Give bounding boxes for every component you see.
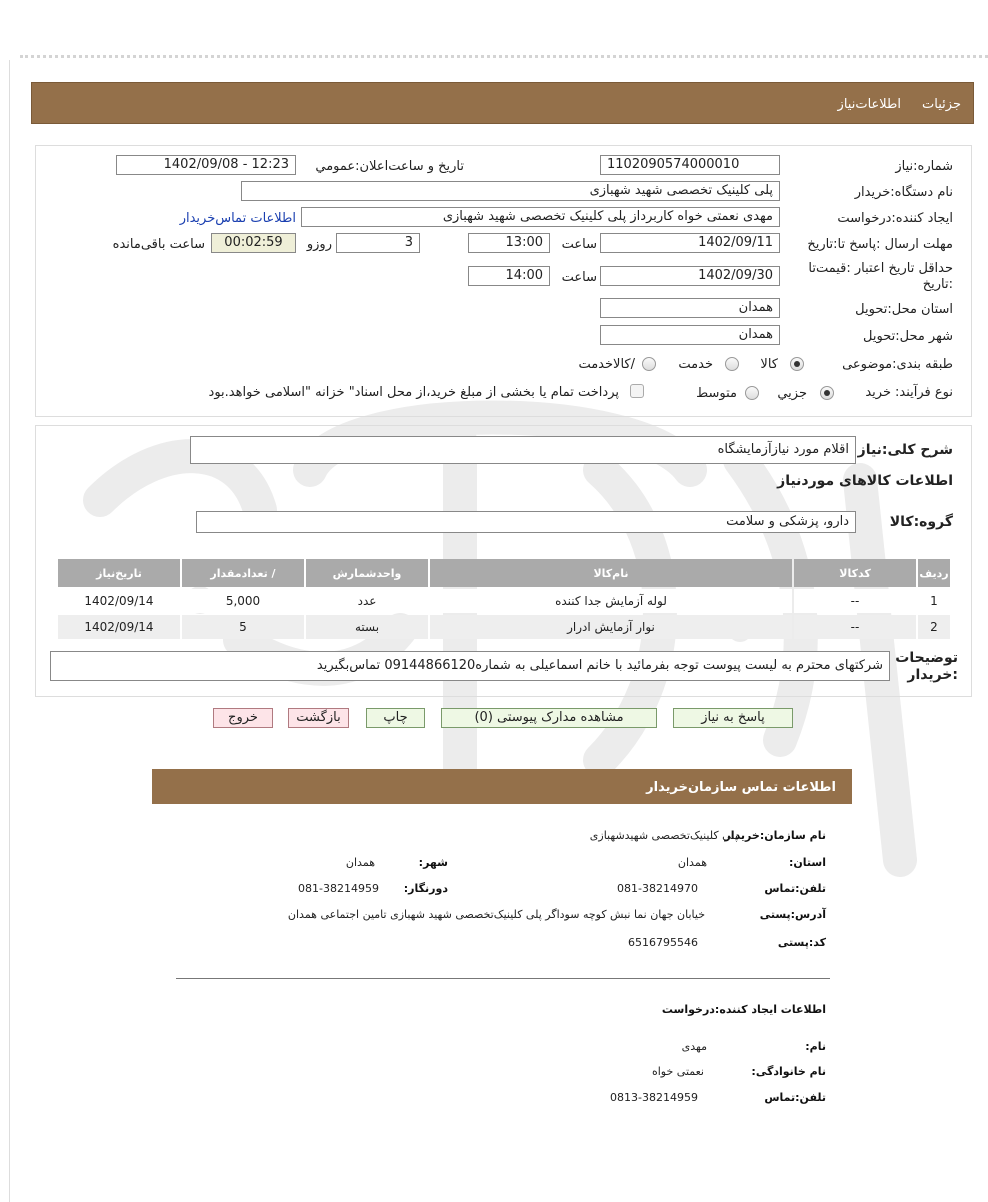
need-number-label: شماره:نیاز <box>895 159 953 174</box>
days-field: 3 <box>336 233 420 253</box>
process-medium-radio[interactable] <box>745 386 759 400</box>
cell-date: 1402/09/14 <box>58 589 180 613</box>
deadline-label: مهلت ارسال :پاسخ تا:تاریخ <box>807 237 953 252</box>
buyer-fax-label: دورنگار: <box>403 882 448 895</box>
category-service-radio[interactable] <box>725 357 739 371</box>
buyer-province-label: استان: <box>789 856 826 869</box>
process-partial-label: جزیي <box>777 386 807 401</box>
device-field: پلی کلینیک تخصصی شهید شهبازی <box>241 181 780 201</box>
creator-info-title: اطلاعات ایجاد کننده:درخواست <box>661 1003 826 1016</box>
cell-quantity: 5,000 <box>182 589 304 613</box>
cell-date: 1402/09/14 <box>58 615 180 639</box>
category-service-label: خدمت <box>678 357 713 372</box>
cell-name: لوله آزمایش جدا کننده <box>430 589 792 613</box>
details-header <box>31 82 974 124</box>
buyer-address-label: آدرس:پستی <box>759 908 826 921</box>
days-label: روزو <box>306 237 332 252</box>
creator-name-label: نام: <box>805 1040 826 1053</box>
validity-date-field: 1402/09/30 <box>600 266 780 286</box>
buyer-address-value: خیابان جهان نما نبش کوچه سوداگر پلی کلینیک‌تخصصی شهید شهبازی تامین اجتماعی همدان <box>287 908 705 921</box>
deadline-hour-label: ساعت <box>561 237 597 252</box>
creator-phone-label: تلفن:تماس <box>764 1091 826 1104</box>
cell-code: -- <box>794 615 916 639</box>
process-partial-radio[interactable] <box>820 386 834 400</box>
device-label: نام دستگاه:خریدار <box>854 185 953 200</box>
items-table <box>56 557 952 641</box>
col-name: نام‌کالا <box>430 559 792 587</box>
cell-name: نوار آزمایش ادرار <box>430 615 792 639</box>
buyer-divider <box>176 978 830 979</box>
exit-button[interactable]: خروج <box>213 708 273 728</box>
category-both-radio[interactable] <box>642 357 656 371</box>
org-label: نام سازمان:خریدار <box>724 829 826 842</box>
tab-details[interactable]: جزئیات <box>922 97 961 112</box>
need-number-field: 1102090574000010 <box>600 155 780 175</box>
summary-label: شرح کلی:نیاز <box>857 442 953 458</box>
process-medium-label: متوسط <box>696 386 737 401</box>
postal-code-label: کد:پستی <box>777 936 826 949</box>
creator-family-value: نعمتی خواه <box>651 1065 704 1078</box>
goods-info-title: اطلاعات کالاهای موردنیاز <box>777 473 953 489</box>
remaining-time-field: 00:02:59 <box>211 233 296 253</box>
process-buy-label: خرید <box>865 385 891 400</box>
category-both-label: /کالاخدمت <box>578 357 635 372</box>
tab-need-info[interactable]: اطلاعات‌نیاز <box>837 97 901 112</box>
category-goods-label: کالا <box>760 357 778 372</box>
print-button[interactable]: چاپ <box>366 708 425 728</box>
col-date: تاریخ‌نیاز <box>58 559 180 587</box>
province-label: استان محل:تحویل <box>855 302 953 317</box>
validity-label: حداقل تاریخ اعتبار :قیمت‌تا <box>808 261 953 276</box>
back-button[interactable]: بازگشت <box>288 708 349 728</box>
buyer-fax-value: 081-38214959 <box>298 882 379 895</box>
announce-label: تاریخ و ساعت‌اعلان:عمومي <box>315 159 464 174</box>
goods-group-label: گروه:کالا <box>889 514 953 530</box>
remaining-label: ساعت باقی‌مانده <box>112 237 205 252</box>
validity-hour-label: ساعت <box>561 270 597 285</box>
table-header-row <box>58 559 950 587</box>
cell-row: 2 <box>918 615 950 639</box>
page-left-border <box>9 60 10 1202</box>
buyer-desc-field: شرکتهای محترم به لیست پیوست توجه بفرمائید با خانم اسماعیلی به شماره09144866120 تماس‌بگیرید <box>50 651 890 681</box>
cell-unit: بسته <box>306 615 428 639</box>
view-documents-button[interactable]: مشاهده مدارک پیوستی (0) <box>441 708 657 728</box>
cell-code: -- <box>794 589 916 613</box>
buyer-city-value: همدان <box>345 856 375 869</box>
buyer-city-label: شهر: <box>418 856 448 869</box>
org-value: پلی کلینیک‌تخصصی شهیدشهبازی <box>589 829 738 842</box>
col-unit: واحدشمارش <box>306 559 428 587</box>
cell-unit: عدد <box>306 589 428 613</box>
announce-field: 1402/09/08 - 12:23 <box>116 155 296 175</box>
creator-field: مهدی نعمتی خواه کاربرداز پلی کلینیک تخصصی شهید شهبازی <box>301 207 780 227</box>
city-field: همدان <box>600 325 780 345</box>
buyer-province-value: همدان <box>677 856 707 869</box>
buyer-contact-title: اطلاعات تماس سازمان‌خریدار <box>646 780 836 795</box>
col-quantity: / تعدادمقدار <box>182 559 304 587</box>
treasury-payment-label: پرداخت تمام یا بخشی از مبلغ خرید،از محل اسناد" خزانه "اسلامی خواهد.بود <box>208 385 619 400</box>
city-label: شهر محل:تحویل <box>863 329 953 344</box>
deadline-date-field: 1402/09/11 <box>600 233 780 253</box>
deadline-time-field: 13:00 <box>468 233 550 253</box>
buyer-contact-link[interactable]: اطلاعات تماس‌خریدار <box>179 211 296 226</box>
buyer-desc-label: توضیحات <box>895 650 958 666</box>
col-code: کدکالا <box>794 559 916 587</box>
creator-family-label: نام خانوادگی: <box>751 1065 826 1078</box>
postal-code-value: 6516795546 <box>628 936 698 949</box>
reply-button[interactable]: پاسخ به نیاز <box>673 708 793 728</box>
cell-row: 1 <box>918 589 950 613</box>
buyer-contact-header <box>152 769 852 804</box>
summary-field: اقلام مورد نیازآزمایشگاه <box>190 436 856 464</box>
creator-phone-value: 0813-38214959 <box>610 1091 698 1104</box>
buyer-phone-label: تلفن:تماس <box>764 882 826 895</box>
table-row <box>58 615 950 639</box>
validity-label-2: :تاریخ <box>922 277 953 292</box>
creator-label: ایجاد کننده:درخواست <box>837 211 953 226</box>
category-label: طبقه بندی:موضوعی <box>842 357 953 372</box>
goods-group-field: دارو، پزشکی و سلامت <box>196 511 856 533</box>
process-label: نوع فرآیند: <box>895 385 953 400</box>
treasury-payment-checkbox[interactable] <box>630 384 644 398</box>
top-divider <box>20 55 988 58</box>
province-field: همدان <box>600 298 780 318</box>
col-row: ردیف <box>918 559 950 587</box>
cell-quantity: 5 <box>182 615 304 639</box>
buyer-desc-label-2: :خریدار <box>907 667 958 683</box>
validity-time-field: 14:00 <box>468 266 550 286</box>
buyer-phone-value: 081-38214970 <box>617 882 698 895</box>
table-row <box>58 589 950 613</box>
creator-name-value: مهدی <box>681 1040 707 1053</box>
category-goods-radio[interactable] <box>790 357 804 371</box>
